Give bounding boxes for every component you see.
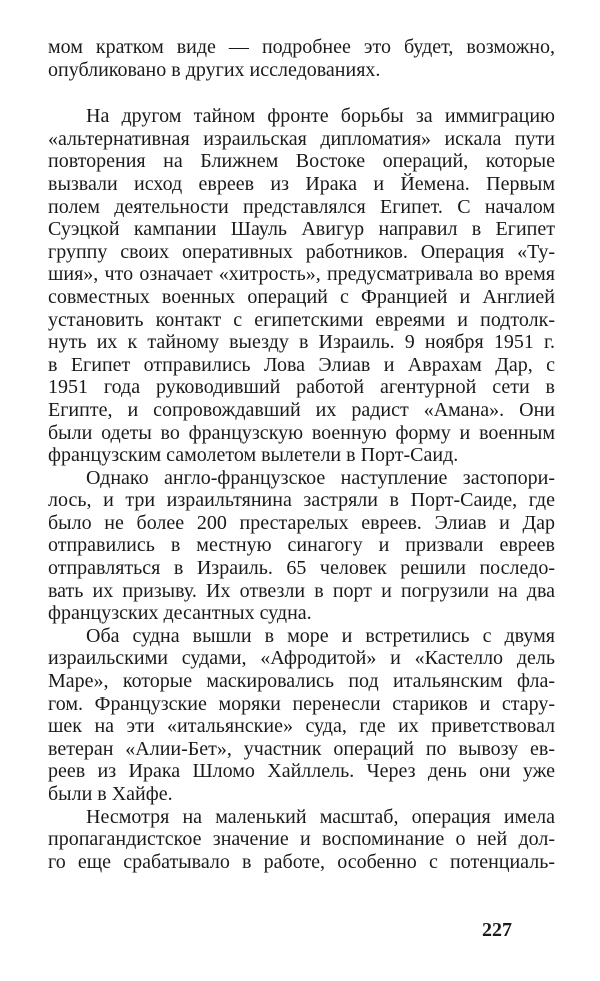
- text-line: французским самолетом вылетели в Порт-Саид.: [48, 444, 459, 467]
- text-line: были одеты во французскую военную форму и военным: [48, 421, 555, 444]
- page-body: [48, 36, 555, 873]
- text-line: го еще срабатывало в работе, особенно с потенциаль-: [48, 850, 555, 873]
- text-line: Несмотря на маленький масштаб, операция имела: [86, 805, 555, 828]
- text-line: Суэцкой кампании Шауль Авигур направил в Египет: [48, 218, 555, 241]
- text-line: 1951 года руководивший работой агентурной сети в: [48, 376, 555, 399]
- text-line: ветеран «Алии-Бет», участник операций по вывозу ев-: [48, 737, 555, 760]
- text-line: Маре», которые маскировались под итальянским фла-: [48, 670, 555, 693]
- paragraph-gap: [48, 81, 555, 105]
- text-line: нуть их к тайному выезду в Израиль. 9 ноября 1951 г.: [48, 331, 555, 354]
- text-line: На другом тайном фронте борьбы за иммиграцию: [86, 105, 555, 128]
- text-line: группу своих оперативных работников. Операция «Ту-: [48, 240, 555, 263]
- text-line: совместных военных операций с Францией и Англией: [48, 285, 555, 308]
- paragraph: [48, 105, 555, 467]
- paragraph: [48, 36, 555, 81]
- text-line: установить контакт с египетскими евреями и подтолк-: [48, 308, 555, 331]
- paragraph: [48, 625, 555, 806]
- text-line: шия», что означает «хитрость», предусматривала во время: [48, 263, 555, 286]
- text-line: Египте, и сопровождавший их радист «Амана». Они: [48, 398, 555, 421]
- text-line: опубликовано в других исследованиях.: [48, 58, 381, 81]
- text-line: повторения на Ближнем Востоке операций, которые: [48, 150, 555, 173]
- text-line: вызвали исход евреев из Ирака и Йемена. Первым: [48, 172, 555, 195]
- text-line: отправляться в Израиль. 65 человек решили последо-: [48, 557, 555, 580]
- text-line: мом кратком виде — подробнее это будет, возможно,: [48, 36, 555, 58]
- text-line: отправились в местную синагогу и призвали евреев: [48, 534, 555, 557]
- text-line: «альтернативная израильская дипломатия» искала пути: [48, 127, 555, 150]
- paragraph: [48, 806, 555, 874]
- text-line: были в Хайфе.: [48, 783, 173, 805]
- text-line: лось, и три израильтянина застряли в Порт-Саиде, где: [48, 489, 555, 512]
- text-line: Однако англо-французское наступление застопори-: [86, 466, 555, 489]
- text-line: было не более 200 престарелых евреев. Элиав и Дар: [48, 511, 555, 534]
- text-line: реев из Ирака Шломо Хайллель. Через день они уже: [48, 760, 555, 783]
- text-line: гом. Французские моряки перенесли стариков и стару-: [48, 692, 555, 715]
- text-line: пропагандистское значение и воспоминание о ней дол-: [48, 828, 555, 851]
- text-line: шек на эти «итальянские» суда, где их приветствовал: [48, 715, 555, 738]
- text-line: израильскими судами, «Афродитой» и «Кастелло дель: [48, 647, 555, 670]
- text-line: Оба судна вышли в море и встретились с двумя: [86, 624, 555, 647]
- text-line: в Египет отправились Лова Элиав и Аврахам Дар, с: [48, 353, 555, 376]
- text-line: французских десантных судна.: [48, 602, 312, 625]
- text-line: полем деятельности представлялся Египет. С началом: [48, 195, 555, 218]
- text-line: вать их призыву. Их отвезли в порт и погрузили на два: [48, 579, 555, 602]
- page-number: 227: [482, 919, 512, 941]
- paragraph: [48, 467, 555, 625]
